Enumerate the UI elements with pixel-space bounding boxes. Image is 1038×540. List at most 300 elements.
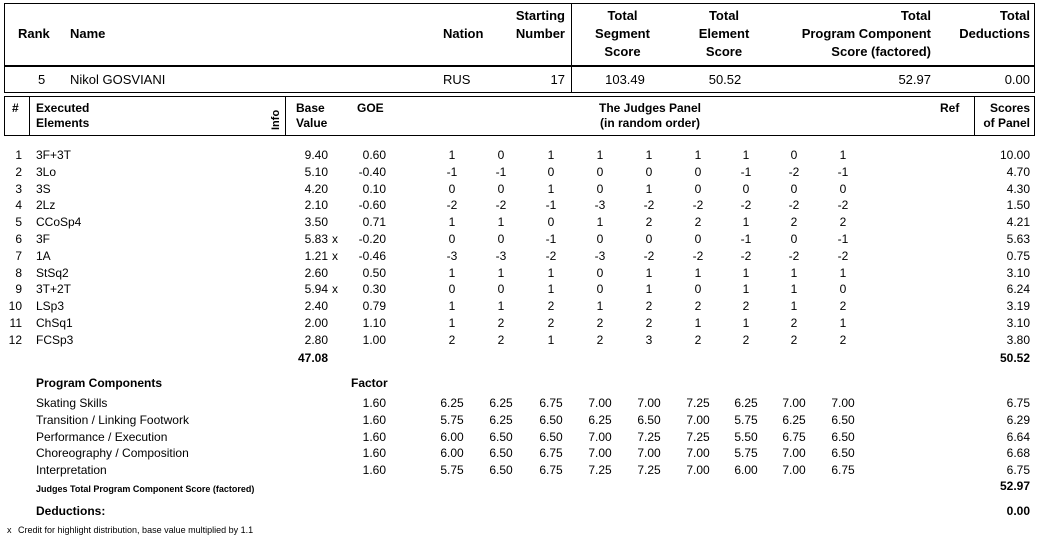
judge-component-score: 7.00 xyxy=(588,446,612,460)
header-pcs-line3: Score (factored) xyxy=(831,44,931,59)
judge-component-score: 6.50 xyxy=(489,463,513,477)
judge-component-score: 6.50 xyxy=(831,430,855,444)
judge-score: 0 xyxy=(596,232,604,246)
skater-pcs: 52.97 xyxy=(898,72,931,87)
elements-header-num: # xyxy=(12,101,19,115)
element-panel-score: 3.10 xyxy=(1006,266,1030,280)
header-tes-line1: Total xyxy=(708,8,740,23)
skater-tes: 50.52 xyxy=(708,72,742,87)
element-number: 4 xyxy=(15,198,22,212)
judge-score: 2 xyxy=(645,316,653,330)
judge-score: 2 xyxy=(790,316,798,330)
judge-score: 1 xyxy=(839,316,847,330)
skater-row-divider xyxy=(571,66,572,93)
component-name: Interpretation xyxy=(36,463,107,477)
skater-nation: RUS xyxy=(443,72,471,87)
element-code: 3F xyxy=(36,232,51,246)
judge-component-score: 7.00 xyxy=(686,463,710,477)
judge-score: 0 xyxy=(790,232,798,246)
element-panel-score: 5.63 xyxy=(1006,232,1030,246)
element-goe: 1.10 xyxy=(362,316,386,330)
component-name: Skating Skills xyxy=(36,396,108,410)
component-factor: 1.60 xyxy=(362,446,386,460)
pcs-total-value: 52.97 xyxy=(999,479,1030,493)
judge-score: 2 xyxy=(694,299,702,313)
judge-score: 0 xyxy=(742,182,750,196)
judge-component-score: 6.00 xyxy=(734,463,758,477)
footnote-mark: x xyxy=(7,525,12,535)
header-tes-line3: Score xyxy=(705,44,743,59)
elements-header-scores xyxy=(975,101,1030,131)
element-panel-score: 1.50 xyxy=(1006,198,1030,212)
judge-score: -2 xyxy=(446,198,458,212)
element-code: 2Lz xyxy=(36,198,56,212)
element-goe: 0.71 xyxy=(362,215,386,229)
elements-total-base: 47.08 xyxy=(297,351,328,365)
judge-component-score: 6.75 xyxy=(831,463,855,477)
judge-score: 0 xyxy=(790,148,798,162)
element-x-mark xyxy=(332,214,342,230)
header-ded-line2: Deductions xyxy=(959,26,1030,41)
header-starting-line2: Number xyxy=(515,26,565,41)
element-x-mark xyxy=(332,197,342,213)
header-tes-line2: Element xyxy=(698,26,750,41)
element-goe: -0.46 xyxy=(358,249,386,263)
program-components-factor-label: Factor xyxy=(351,376,388,390)
judge-score: 0 xyxy=(547,165,555,179)
component-panel-score: 6.68 xyxy=(1006,446,1030,460)
judge-component-score: 6.75 xyxy=(539,396,563,410)
judge-score: 1 xyxy=(596,215,604,229)
element-code: 3T+2T xyxy=(36,282,72,296)
judge-component-score: 6.50 xyxy=(831,413,855,427)
judge-score: 0 xyxy=(694,165,702,179)
header-pcs-line1: Total xyxy=(900,8,931,23)
judge-score: -1 xyxy=(495,165,507,179)
judge-score: 1 xyxy=(547,266,555,280)
judge-score: 2 xyxy=(742,333,750,347)
element-x-mark xyxy=(332,147,342,163)
element-goe: 0.30 xyxy=(362,282,386,296)
judge-component-score: 7.25 xyxy=(686,430,710,444)
judge-component-score: 7.00 xyxy=(782,396,806,410)
header-total-element-score xyxy=(685,7,763,61)
judge-component-score: 5.50 xyxy=(734,430,758,444)
judge-score: 1 xyxy=(790,282,798,296)
judge-component-score: 6.00 xyxy=(440,446,464,460)
judge-score: 0 xyxy=(497,182,505,196)
judge-score: 1 xyxy=(742,148,750,162)
element-panel-score: 4.30 xyxy=(1006,182,1030,196)
element-number: 2 xyxy=(15,165,22,179)
judge-score: -2 xyxy=(545,249,557,263)
element-code: ChSq1 xyxy=(36,316,73,330)
judge-score: 0 xyxy=(645,232,653,246)
pcs-total-label: Judges Total Program Component Score (factored) xyxy=(36,484,255,494)
element-number: 8 xyxy=(15,266,22,280)
header-tss-line2: Segment xyxy=(595,26,650,41)
element-panel-score: 4.70 xyxy=(1006,165,1030,179)
header-total-deductions xyxy=(945,7,1030,43)
judge-component-score: 6.75 xyxy=(539,446,563,460)
judge-component-score: 6.25 xyxy=(440,396,464,410)
judge-score: 3 xyxy=(645,333,653,347)
judge-score: 1 xyxy=(742,316,750,330)
judge-component-score: 7.25 xyxy=(637,430,661,444)
element-base-value: 9.40 xyxy=(304,148,328,162)
deductions-value: 0.00 xyxy=(1006,504,1030,518)
judge-score: -2 xyxy=(740,198,752,212)
judge-score: 0 xyxy=(596,282,604,296)
elements-header-base-line1: Base xyxy=(296,101,325,115)
elements-header-scores-line1: Scores xyxy=(989,101,1030,115)
judge-component-score: 5.75 xyxy=(440,413,464,427)
judge-score: 1 xyxy=(645,266,653,280)
element-base-value: 3.50 xyxy=(304,215,328,229)
judge-score: 0 xyxy=(694,182,702,196)
element-x-mark: x xyxy=(332,282,338,296)
element-base-value: 2.80 xyxy=(304,333,328,347)
element-goe: 1.00 xyxy=(362,333,386,347)
element-goe: 0.10 xyxy=(362,182,386,196)
judge-score: 2 xyxy=(790,333,798,347)
judge-score: 1 xyxy=(645,282,653,296)
elements-header-ref: Ref xyxy=(940,101,960,115)
judge-score: -1 xyxy=(740,232,752,246)
element-number: 10 xyxy=(8,299,22,313)
judge-score: 2 xyxy=(645,299,653,313)
elements-header-base xyxy=(296,101,327,131)
element-code: 3S xyxy=(36,182,51,196)
elements-header-base-line2: Value xyxy=(296,116,328,130)
element-base-value: 2.00 xyxy=(304,316,328,330)
component-factor: 1.60 xyxy=(362,413,386,427)
judge-score: -2 xyxy=(788,198,800,212)
judge-component-score: 7.00 xyxy=(782,463,806,477)
judge-component-score: 6.75 xyxy=(539,463,563,477)
judge-score: 1 xyxy=(742,266,750,280)
judge-score: -2 xyxy=(837,249,849,263)
judge-score: 1 xyxy=(742,282,750,296)
element-base-value: 4.20 xyxy=(304,182,328,196)
judge-score: 2 xyxy=(839,333,847,347)
element-number: 9 xyxy=(15,282,22,296)
element-number: 6 xyxy=(15,232,22,246)
judge-component-score: 6.25 xyxy=(588,413,612,427)
elements-header-scores-line2: of Panel xyxy=(983,116,1030,130)
judge-component-score: 7.25 xyxy=(588,463,612,477)
judge-score: 1 xyxy=(497,299,505,313)
header-total-pcs xyxy=(780,7,931,61)
judge-component-score: 6.25 xyxy=(489,396,513,410)
judge-component-score: 6.00 xyxy=(440,430,464,444)
header-tss-line3: Score xyxy=(604,44,641,59)
judge-score: 1 xyxy=(790,299,798,313)
header-starting-number xyxy=(500,7,565,43)
component-factor: 1.60 xyxy=(362,430,386,444)
judge-score: 1 xyxy=(596,148,604,162)
judge-score: 0 xyxy=(790,182,798,196)
judge-score: -3 xyxy=(594,249,606,263)
judge-score: 0 xyxy=(448,232,456,246)
judge-component-score: 5.75 xyxy=(440,463,464,477)
element-code: CCoSp4 xyxy=(36,215,82,229)
program-components-label: Program Components xyxy=(36,376,163,390)
judge-score: -2 xyxy=(692,249,704,263)
element-panel-score: 0.75 xyxy=(1006,249,1030,263)
judge-score: 0 xyxy=(645,165,653,179)
elements-header-divider-2 xyxy=(285,96,286,136)
judge-score: 2 xyxy=(839,299,847,313)
component-panel-score: 6.29 xyxy=(1006,413,1030,427)
judge-score: -2 xyxy=(837,198,849,212)
component-factor: 1.60 xyxy=(362,463,386,477)
element-base-value: 1.21 xyxy=(304,249,328,263)
component-factor: 1.60 xyxy=(362,396,386,410)
element-panel-score: 10.00 xyxy=(999,148,1030,162)
judge-score: -1 xyxy=(545,198,557,212)
element-base-value: 2.10 xyxy=(304,198,328,212)
judge-score: -2 xyxy=(643,198,655,212)
header-tss-line1: Total xyxy=(607,8,638,23)
judge-score: -3 xyxy=(446,249,458,263)
judge-score: 1 xyxy=(839,266,847,280)
element-code: FCSp3 xyxy=(36,333,74,347)
judge-score: 2 xyxy=(645,215,653,229)
judge-score: 1 xyxy=(694,148,702,162)
judge-component-score: 7.00 xyxy=(588,430,612,444)
judge-score: 2 xyxy=(790,215,798,229)
judge-component-score: 7.00 xyxy=(831,396,855,410)
skater-start-number: 17 xyxy=(550,72,565,87)
judge-score: 0 xyxy=(839,282,847,296)
judge-component-score: 6.50 xyxy=(489,446,513,460)
element-panel-score: 3.19 xyxy=(1006,299,1030,313)
element-x-mark xyxy=(332,298,342,314)
component-name: Performance / Execution xyxy=(36,430,168,444)
judge-score: 0 xyxy=(497,282,505,296)
judge-score: -2 xyxy=(495,198,507,212)
component-panel-score: 6.75 xyxy=(1006,396,1030,410)
judge-score: -1 xyxy=(740,165,752,179)
judge-component-score: 6.75 xyxy=(782,430,806,444)
judge-score: 1 xyxy=(547,282,555,296)
component-name: Transition / Linking Footwork xyxy=(36,413,189,427)
elements-header-executed-line2: Elements xyxy=(36,116,90,130)
element-base-value: 5.94 xyxy=(304,282,328,296)
judge-score: 0 xyxy=(448,282,456,296)
judge-score: 1 xyxy=(448,316,456,330)
judge-score: 2 xyxy=(839,215,847,229)
judge-component-score: 7.00 xyxy=(637,396,661,410)
element-goe: -0.60 xyxy=(358,198,386,212)
element-x-mark: x xyxy=(332,232,338,246)
element-number: 7 xyxy=(15,249,22,263)
judge-score: -1 xyxy=(837,165,849,179)
judge-score: 0 xyxy=(448,182,456,196)
judge-score: 1 xyxy=(448,148,456,162)
judge-score: 1 xyxy=(694,316,702,330)
judge-component-score: 6.50 xyxy=(637,413,661,427)
judge-score: 0 xyxy=(694,282,702,296)
elements-header-judges-line1: The Judges Panel xyxy=(598,101,702,115)
judge-score: 2 xyxy=(497,316,505,330)
judge-component-score: 7.00 xyxy=(686,413,710,427)
judge-component-score: 6.25 xyxy=(489,413,513,427)
element-number: 5 xyxy=(15,215,22,229)
elements-header-judges-line2: (in random order) xyxy=(599,116,700,130)
judge-score: 1 xyxy=(547,333,555,347)
element-number: 11 xyxy=(9,316,22,330)
judge-score: 2 xyxy=(448,333,456,347)
judge-score: 1 xyxy=(547,148,555,162)
element-number: 1 xyxy=(15,148,22,162)
footnote-text: Credit for highlight distribution, base value multiplied by 1.1 xyxy=(18,525,254,535)
judge-component-score: 6.50 xyxy=(831,446,855,460)
skater-deductions: 0.00 xyxy=(1004,72,1030,87)
judge-score: -1 xyxy=(545,232,557,246)
judge-component-score: 6.50 xyxy=(539,430,563,444)
judge-score: 1 xyxy=(497,215,505,229)
judge-score: 0 xyxy=(694,232,702,246)
deductions-label: Deductions: xyxy=(36,504,106,518)
judge-score: 2 xyxy=(547,299,555,313)
element-number: 3 xyxy=(15,182,22,196)
judge-score: -2 xyxy=(643,249,655,263)
element-goe: 0.50 xyxy=(362,266,386,280)
header-ded-line1: Total xyxy=(999,8,1030,23)
judge-score: 1 xyxy=(694,266,702,280)
judge-score: 0 xyxy=(596,266,604,280)
element-panel-score: 3.10 xyxy=(1006,316,1030,330)
elements-header-executed-line1: Executed xyxy=(36,101,90,115)
header-rank: Rank xyxy=(18,26,50,41)
elements-header-judges xyxy=(570,101,730,131)
judge-component-score: 5.75 xyxy=(734,446,758,460)
skater-rank: 5 xyxy=(38,72,46,87)
elements-header-box xyxy=(4,96,1035,136)
header-nation: Nation xyxy=(443,26,484,41)
judge-score: 0 xyxy=(839,182,847,196)
judge-component-score: 7.00 xyxy=(686,446,710,460)
judge-score: 1 xyxy=(742,215,750,229)
elements-header-info: Info xyxy=(270,109,282,130)
judge-component-score: 6.25 xyxy=(734,396,758,410)
judge-component-score: 6.25 xyxy=(782,413,806,427)
judge-score: 0 xyxy=(547,215,555,229)
judge-score: 1 xyxy=(497,266,505,280)
judge-score: 1 xyxy=(448,299,456,313)
judge-score: -2 xyxy=(788,165,800,179)
element-panel-score: 4.21 xyxy=(1006,215,1030,229)
judge-score: 2 xyxy=(694,333,702,347)
element-x-mark: x xyxy=(332,249,338,263)
judge-score: -1 xyxy=(446,165,458,179)
skater-tss: 103.49 xyxy=(605,72,645,87)
element-base-value: 2.40 xyxy=(304,299,328,313)
element-x-mark xyxy=(332,332,342,348)
judge-score: 1 xyxy=(448,215,456,229)
header-pcs-line2: Program Component xyxy=(801,26,931,41)
judge-score: 1 xyxy=(448,266,456,280)
component-name: Choreography / Composition xyxy=(36,446,189,460)
component-panel-score: 6.64 xyxy=(1006,430,1030,444)
elements-header-executed xyxy=(36,101,89,131)
judge-component-score: 6.50 xyxy=(489,430,513,444)
element-base-value: 2.60 xyxy=(304,266,328,280)
judge-component-score: 7.25 xyxy=(637,463,661,477)
judge-score: -1 xyxy=(837,232,849,246)
judge-score: 0 xyxy=(596,182,604,196)
element-goe: 0.79 xyxy=(362,299,386,313)
judge-score: 2 xyxy=(497,333,505,347)
judge-score: 1 xyxy=(645,148,653,162)
element-code: 3F+3T xyxy=(36,148,72,162)
element-goe: -0.40 xyxy=(358,165,386,179)
summary-divider xyxy=(571,3,572,66)
element-x-mark xyxy=(332,265,342,281)
judge-score: -3 xyxy=(495,249,507,263)
judge-score: 2 xyxy=(596,333,604,347)
judge-score: -2 xyxy=(788,249,800,263)
judge-score: 1 xyxy=(790,266,798,280)
element-base-value: 5.10 xyxy=(304,165,328,179)
judge-component-score: 5.75 xyxy=(734,413,758,427)
judge-score: 1 xyxy=(839,148,847,162)
element-goe: 0.60 xyxy=(362,148,386,162)
element-code: 3Lo xyxy=(36,165,57,179)
elements-header-goe: GOE xyxy=(357,101,384,115)
header-starting-line1: Starting xyxy=(515,8,565,23)
header-total-segment-score xyxy=(585,7,660,61)
element-x-mark xyxy=(332,181,342,197)
component-panel-score: 6.75 xyxy=(1006,463,1030,477)
judge-score: 1 xyxy=(596,299,604,313)
element-number: 12 xyxy=(8,333,22,347)
judge-score: -2 xyxy=(740,249,752,263)
element-base-value: 5.83 xyxy=(304,232,328,246)
skater-name: Nikol GOSVIANI xyxy=(70,72,166,87)
judge-component-score: 7.00 xyxy=(588,396,612,410)
judge-score: 1 xyxy=(547,182,555,196)
judge-score: 2 xyxy=(596,316,604,330)
judge-score: -3 xyxy=(594,198,606,212)
judge-score: 0 xyxy=(497,148,505,162)
judge-score: 0 xyxy=(596,165,604,179)
judge-component-score: 6.50 xyxy=(539,413,563,427)
element-goe: -0.20 xyxy=(358,232,386,246)
judge-score: -2 xyxy=(692,198,704,212)
judge-score: 1 xyxy=(645,182,653,196)
judge-component-score: 7.00 xyxy=(782,446,806,460)
header-name: Name xyxy=(70,26,106,41)
elements-total-score: 50.52 xyxy=(999,351,1030,365)
element-code: 1A xyxy=(36,249,51,263)
judge-score: 0 xyxy=(497,232,505,246)
element-code: LSp3 xyxy=(36,299,65,313)
element-x-mark xyxy=(332,164,342,180)
element-panel-score: 3.80 xyxy=(1006,333,1030,347)
judge-score: 2 xyxy=(547,316,555,330)
judge-score: 2 xyxy=(694,215,702,229)
element-code: StSq2 xyxy=(36,266,69,280)
judge-component-score: 7.00 xyxy=(637,446,661,460)
judge-component-score: 7.25 xyxy=(686,396,710,410)
judge-score: 2 xyxy=(742,299,750,313)
element-x-mark xyxy=(332,315,342,331)
elements-header-divider-1 xyxy=(29,96,30,136)
element-panel-score: 6.24 xyxy=(1006,282,1030,296)
